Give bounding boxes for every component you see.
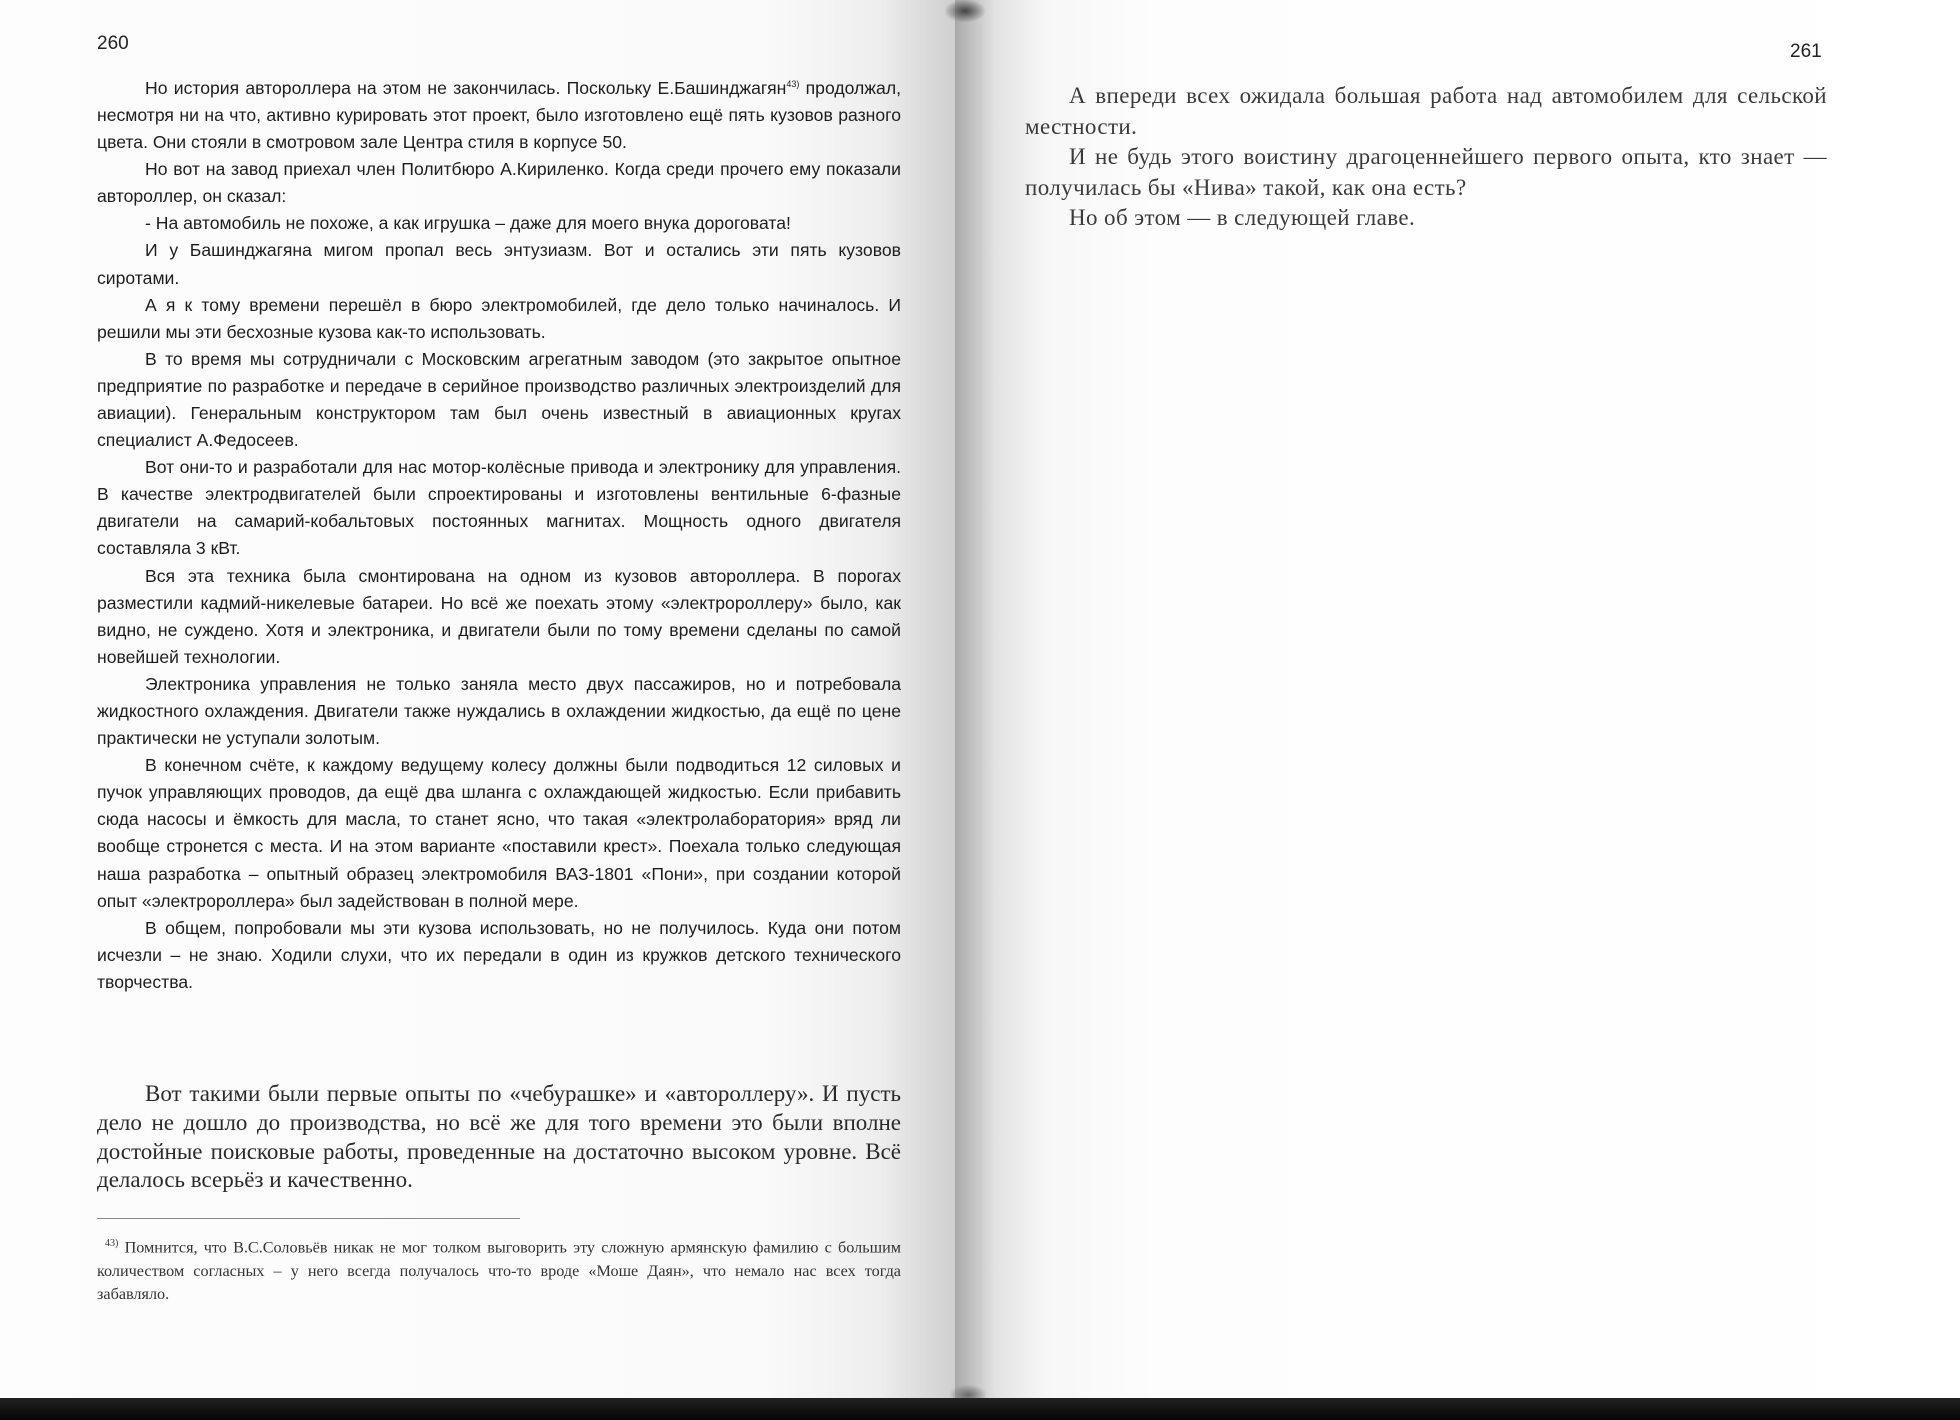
binding-shadow-top bbox=[945, 0, 985, 22]
summary-paragraph: Вот такими были первые опыты по «чебурашке» и «автороллеру». И пусть дело не дошло до производства, но всё же для того времени это были вполне достойные поисковые работы, проведенные на достаточно высоком уровне. Всё делалось всерьёз и качественно. bbox=[97, 1081, 901, 1193]
footnote bbox=[97, 1232, 901, 1307]
footnote-marker: 43) bbox=[105, 1238, 119, 1249]
paragraph: Вот они-то и разработали для нас мотор-колёсные привода и электронику для управления. В качестве электродвигателей были спроектированы и изготовлены вентильные 6-фазные двигатели на самарий-кобальтовых постоянных магнитах. Мощность одного двигателя составляла 3 кВт. bbox=[97, 457, 901, 559]
paragraph: В общем, попробовали мы эти кузова использовать, но не получилось. Куда они потом исчезли – не знаю. Ходили слухи, что их передали в один из кружков детского технического творчества. bbox=[97, 917, 901, 992]
paragraph: В конечном счёте, к каждому ведущему колесу должны были подводиться 12 силовых и пучок управляющих проводов, да ещё два шланга с охлаждающей жидкостью. Если прибавить сюда насосы и ёмкость для масла, то станет ясно, что такая «электролаборатория» вряд ли вообще стронется с места. И на этом варианте «поставили крест». Поехала только следующая наша разработка – опытный образец электромобиля ВАЗ-1801 «Пони», при создании которой опыт «электророллера» был задействован в полной мере. bbox=[97, 755, 901, 911]
page-number-right: 261 bbox=[1790, 41, 1822, 62]
paragraph: В то время мы сотрудничали с Московским агрегатным заводом (это закрытое опытное предприятие по разработке и передаче в серийное производство различных электроизделий для авиации). Генеральным конструктором там был очень известный в авиационных кругах специалист А.Федосеев. bbox=[97, 348, 901, 451]
footnote-divider bbox=[97, 1218, 520, 1219]
paragraph: Электроника управления не только заняла место двух пассажиров, но и потребовала жидкостного охлаждения. Двигатели также нуждались в охлаждении жидкостью, да ещё по цене практически не уступали золотым. bbox=[97, 673, 901, 749]
footnote-reference[interactable]: 43) bbox=[786, 79, 800, 89]
paragraph: Но вот на завод приехал член Политбюро А.Кириленко. Когда среди прочего ему показали автороллер, он сказал: bbox=[97, 159, 901, 207]
paragraph: И у Башинджагяна мигом пропал весь энтузиазм. Вот и остались эти пять кузовов сиротами. bbox=[97, 240, 901, 288]
page-number-left: 260 bbox=[97, 33, 129, 54]
paragraph: И не будь этого воистину драгоценнейшего первого опыта, кто знает — получилась бы «Нива» такой, как она есть? bbox=[1025, 144, 1827, 200]
paragraph-text: продолжал, несмотря ни на что, активно курировать этот проект, было изготовлено ещё пять кузовов разного цвета. Они стояли в смотровом зале Центра стиля в корпусе 50. bbox=[97, 77, 901, 153]
paragraph: Вся эта техника была смонтирована на одном из кузовов автороллера. В порогах разместили кадмий-никелевые батареи. Но всё же поехать этому «электророллеру» было, как видно, не суждено. Хотя и электроника, и двигатели были по тому времени сделаны по самой новейшей технологии. bbox=[97, 565, 901, 667]
footnote-text: Помнится, что В.С.Соловьёв никак не мог толком выговорить эту сложную армянскую фамилию с большим количеством согласных – у него всегда получалось что-то вроде «Моше Даян», что немало нас всех тогда забавляло. bbox=[97, 1238, 901, 1304]
footnote-paragraph bbox=[97, 1232, 901, 1307]
paragraph: Но об этом — в следующей главе. bbox=[1069, 205, 1416, 230]
left-page bbox=[0, 0, 955, 1420]
paragraph: А я к тому времени перешёл в бюро электромобилей, где дело только начиналось. И решили мы эти бесхозные кузова как-то использовать. bbox=[97, 294, 901, 342]
scan-edge-bar bbox=[0, 1398, 1960, 1420]
main-text-left bbox=[97, 71, 901, 996]
main-text-right bbox=[1025, 81, 1827, 234]
paragraph: - На автомобиль не похоже, а как игрушка – даже для моего внука дороговата! bbox=[145, 213, 791, 234]
paragraph bbox=[97, 71, 901, 156]
summary-text bbox=[97, 1080, 901, 1195]
paragraph: А впереди всех ожидала большая работа над автомобилем для сельской местности. bbox=[1025, 83, 1827, 139]
paragraph-text: Но история автороллера на этом не закончилась. Поскольку Е.Башинджагян bbox=[145, 77, 787, 98]
